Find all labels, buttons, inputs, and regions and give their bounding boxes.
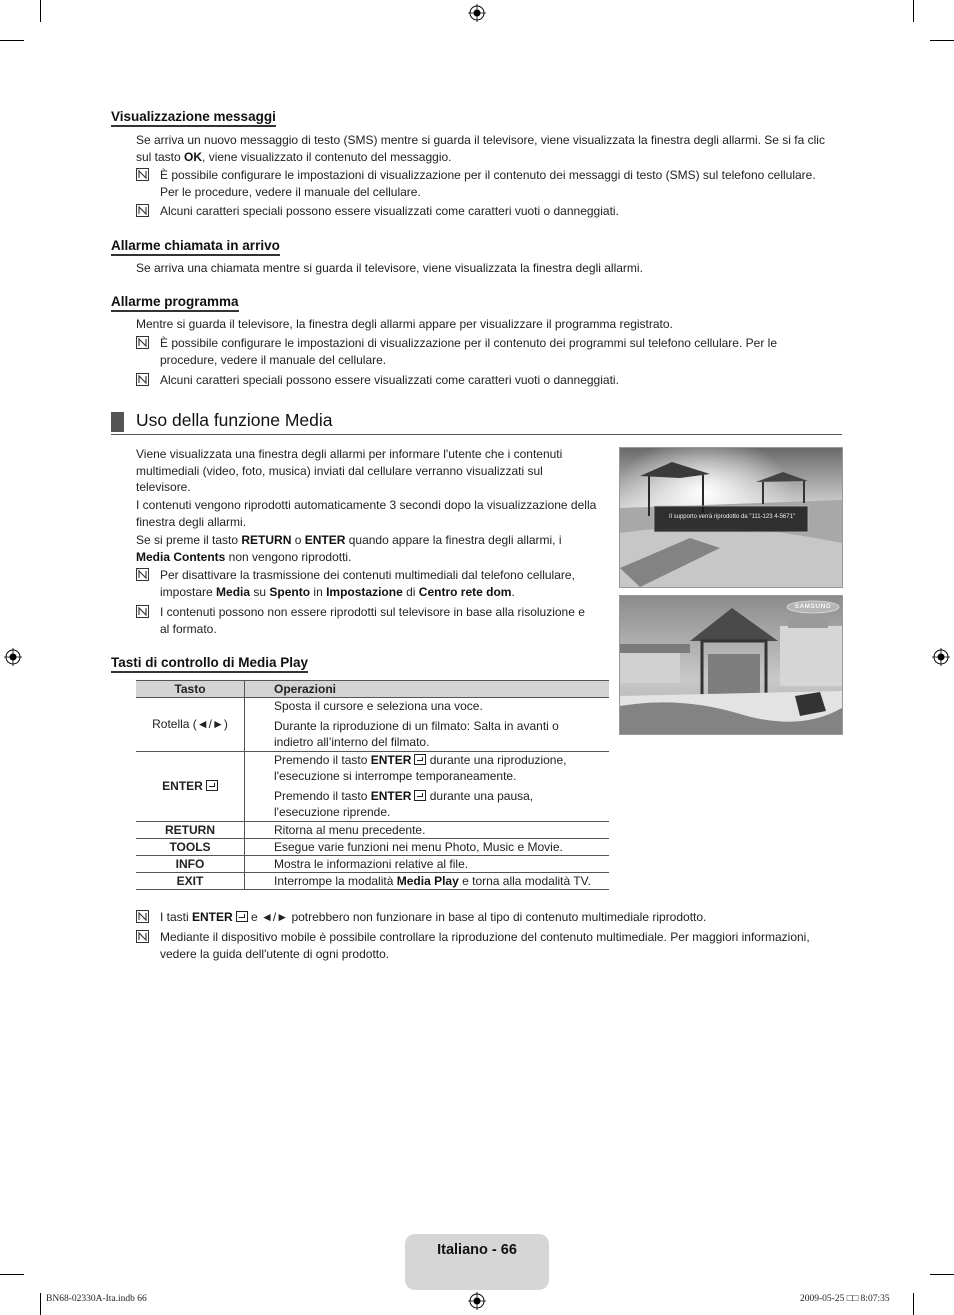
crop-mark — [930, 40, 954, 41]
registration-mark-icon — [932, 648, 950, 666]
section-heading-programma: Allarme programma — [111, 294, 239, 312]
key-cell: INFO — [136, 855, 245, 872]
note-icon — [136, 373, 149, 386]
key-cell: RETURN — [136, 821, 245, 838]
controls-table — [136, 680, 609, 890]
page-number: Italiano - 66 — [437, 1242, 517, 1258]
paragraph: Se arriva una chiamata mentre si guarda il televisore, viene visualizzata la finestra degli allarmi. — [136, 261, 643, 275]
table-row — [136, 872, 609, 889]
main-heading — [111, 410, 842, 435]
table-row — [136, 698, 609, 752]
paragraph — [136, 132, 825, 165]
operation-cell: Sposta il cursore e seleziona una voce. Durante la riproduzione di un filmato: Salta in avanti o indietro all’interno del filmato. — [245, 698, 610, 752]
note-icon — [136, 605, 149, 618]
key-cell: TOOLS — [136, 838, 245, 855]
table-header — [136, 681, 609, 698]
samsung-logo: SAMSUNG — [794, 603, 832, 610]
note-icon — [136, 336, 149, 349]
note-icon — [136, 930, 149, 943]
enter-icon — [206, 780, 218, 791]
gazebo-photo — [620, 596, 842, 734]
paragraph: Se si preme il tasto RETURN o ENTER quando appare la finestra degli allarmi, i Media Contents non vengono riprodotti. — [136, 533, 562, 564]
note-icon — [136, 204, 149, 217]
page-number-tab — [405, 1234, 549, 1290]
text-line: sul tasto OK, viene visualizzato il contenuto del messaggio. — [136, 149, 452, 164]
note-icon — [136, 568, 149, 581]
section-heading-tasti: Tasti di controllo di Media Play — [111, 655, 308, 673]
crop-mark — [0, 1274, 24, 1275]
operation-cell: Premendo il tasto ENTER durante una riproduzione, l'esecuzione si interrompe temporaneamente. Premendo il tasto ENTER durante una pausa, l'esecuzione riprende. — [245, 751, 610, 821]
note-icon — [136, 910, 149, 923]
registration-mark-icon — [4, 648, 22, 666]
note-icon — [136, 168, 149, 181]
key-cell: Rotella (◄/►) — [136, 698, 245, 752]
crop-mark — [913, 1293, 914, 1315]
crop-mark — [40, 0, 41, 22]
operation-cell: Ritorna al menu precedente. — [245, 821, 610, 838]
table-row — [136, 855, 609, 872]
key-cell: ENTER — [136, 751, 245, 821]
crop-mark — [0, 40, 24, 41]
print-slug-left: BN68-02330A-Ita.indb 66 — [46, 1294, 147, 1304]
paragraph: Viene visualizzata una finestra degli allarmi per informare l'utente che i contenuti multimediali (video, foto, musica) inviati dal cellulare verranno visualizzati sul televisore. — [136, 447, 563, 494]
paragraph: Mentre si guarda il televisore, la finestra degli allarmi appare per visualizzare il programma registrato. — [136, 317, 673, 331]
registration-mark-icon — [468, 4, 486, 22]
crop-mark — [930, 1274, 954, 1275]
enter-icon — [414, 790, 426, 801]
paragraph: I contenuti vengono riprodotti automaticamente 3 secondi dopo la visualizzazione della finestra degli allarmi. — [136, 498, 597, 529]
text-line: Se arriva un nuovo messaggio di testo (SMS) mentre si guarda il televisore, viene visualizzata la finestra degli allarmi. Se si fa clic — [136, 133, 825, 147]
crop-mark — [913, 0, 914, 22]
enter-icon — [414, 754, 426, 765]
print-slug-right: 2009-05-25 □□ 8:07:35 — [800, 1294, 890, 1304]
operation-cell: Interrompe la modalità Media Play e torna alla modalità TV. — [245, 872, 610, 889]
alert-message: Il supporto verrà riprodotto da "111-123 4-5671" — [668, 514, 796, 520]
section-heading-chiamata: Allarme chiamata in arrivo — [111, 238, 280, 256]
table-row — [136, 751, 609, 821]
beach-image — [619, 447, 843, 588]
main-heading-text: Uso della funzione Media — [136, 410, 333, 430]
enter-icon — [236, 911, 248, 922]
column-header-key: Tasto — [136, 681, 245, 698]
operation-cell: Mostra le informazioni relative al file. — [245, 855, 610, 872]
section-heading-messaggi: Visualizzazione messaggi — [111, 109, 276, 127]
key-cell: EXIT — [136, 872, 245, 889]
heading-bar — [111, 412, 124, 432]
registration-mark-icon — [468, 1292, 486, 1310]
column-header-operation: Operazioni — [245, 681, 610, 698]
gazebo-image — [619, 595, 843, 735]
table-row — [136, 838, 609, 855]
operation-cell: Esegue varie funzioni nei menu Photo, Music e Movie. — [245, 838, 610, 855]
table-row — [136, 821, 609, 838]
crop-mark — [40, 1293, 41, 1315]
